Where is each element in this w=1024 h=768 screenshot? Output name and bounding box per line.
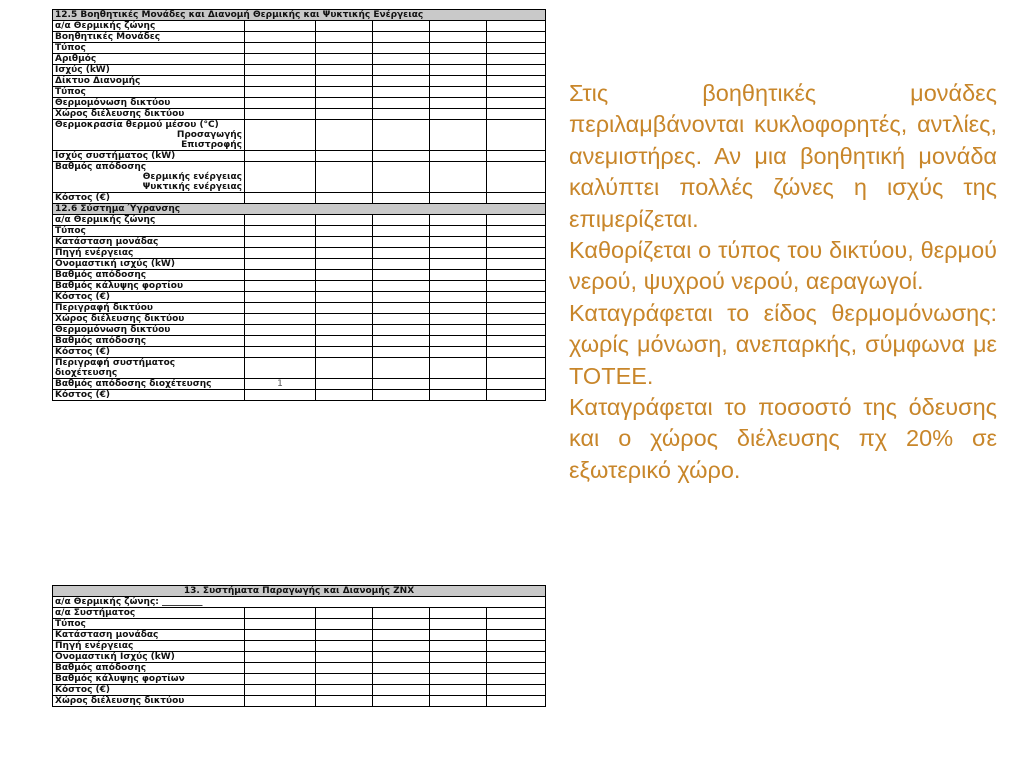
data-cell[interactable] — [245, 98, 316, 109]
data-cell[interactable] — [245, 652, 316, 663]
table-row — [53, 65, 546, 76]
data-cell[interactable] — [430, 303, 487, 314]
data-cell[interactable] — [430, 630, 487, 641]
data-cell[interactable] — [245, 21, 316, 32]
data-cell[interactable] — [316, 292, 373, 303]
heating-cooling-distribution-table — [52, 9, 546, 401]
data-cell[interactable] — [373, 303, 430, 314]
data-cell[interactable] — [245, 358, 316, 379]
data-cell[interactable] — [316, 641, 373, 652]
data-cell[interactable] — [430, 248, 487, 259]
row-label: Τύπος — [53, 87, 245, 98]
data-cell[interactable] — [245, 237, 316, 248]
table-row — [53, 608, 546, 619]
data-cell[interactable] — [245, 608, 316, 619]
row-label: Κόστος (€) — [53, 193, 245, 204]
data-cell[interactable] — [316, 98, 373, 109]
data-cell[interactable] — [316, 32, 373, 43]
data-cell[interactable] — [245, 151, 316, 162]
table-row — [53, 696, 546, 707]
data-cell[interactable] — [487, 43, 546, 54]
data-cell[interactable] — [373, 630, 430, 641]
data-cell[interactable] — [316, 630, 373, 641]
data-cell[interactable] — [316, 608, 373, 619]
data-cell[interactable] — [430, 226, 487, 237]
zone-label-row — [53, 597, 546, 608]
data-cell[interactable] — [245, 630, 316, 641]
table-row — [53, 663, 546, 674]
table-row — [53, 10, 546, 21]
table-row — [53, 685, 546, 696]
table-row — [53, 259, 546, 270]
side-paragraph: Καθορίζεται ο τύπος του δικτύου, θερμού νερού, ψυχρού νερού, αεραγωγοί. — [569, 237, 997, 295]
row-sublabel: διοχέτευσης — [55, 368, 118, 378]
table-row — [53, 215, 546, 226]
data-cell[interactable] — [316, 54, 373, 65]
row-label: Χώρος διέλευσης δικτύου — [53, 109, 245, 120]
row-sublabel: Επιστροφής — [181, 140, 242, 150]
data-cell[interactable] — [316, 619, 373, 630]
data-cell[interactable] — [487, 674, 546, 685]
data-cell[interactable] — [316, 325, 373, 336]
data-cell[interactable] — [373, 358, 430, 379]
data-cell[interactable] — [487, 663, 546, 674]
data-cell[interactable] — [373, 215, 430, 226]
data-cell[interactable] — [487, 248, 546, 259]
data-cell[interactable] — [373, 120, 430, 151]
data-cell[interactable] — [430, 109, 487, 120]
table-row — [53, 204, 546, 215]
data-cell[interactable] — [430, 193, 487, 204]
row-label: Τύπος — [53, 226, 245, 237]
row-label: Ισχύς (kW) — [53, 65, 245, 76]
data-cell[interactable] — [373, 292, 430, 303]
data-cell[interactable] — [430, 281, 487, 292]
data-cell[interactable] — [245, 336, 316, 347]
data-cell[interactable] — [373, 21, 430, 32]
section-header: 12.5 Βοηθητικές Μονάδες και Διανομή Θερμικής και Ψυκτικής Ενέργειας — [53, 10, 546, 21]
data-cell[interactable] — [316, 162, 373, 193]
table-row — [53, 162, 546, 193]
row-label: Ισχύς συστήματος (kW) — [53, 151, 245, 162]
row-label: Ονομαστική ισχύς (kW) — [53, 259, 245, 270]
data-cell[interactable] — [316, 685, 373, 696]
table-row — [53, 54, 546, 65]
row-label: Θερμομόνωση δικτύου — [53, 98, 245, 109]
row-label: Χώρος διέλευσης δικτύου — [53, 696, 245, 707]
data-cell[interactable] — [430, 390, 487, 401]
data-cell[interactable] — [373, 43, 430, 54]
row-label: Ονομαστική Ισχύς (kW) — [53, 652, 245, 663]
data-cell[interactable] — [316, 259, 373, 270]
row-label: Χώρος διέλευσης δικτύου — [53, 314, 245, 325]
data-cell[interactable] — [245, 619, 316, 630]
data-cell[interactable] — [245, 390, 316, 401]
data-cell[interactable] — [373, 336, 430, 347]
data-cell[interactable] — [487, 292, 546, 303]
data-cell[interactable] — [487, 685, 546, 696]
table-row — [53, 281, 546, 292]
data-cell[interactable] — [430, 21, 487, 32]
data-cell[interactable] — [245, 226, 316, 237]
data-cell[interactable] — [487, 226, 546, 237]
data-cell[interactable] — [245, 685, 316, 696]
data-cell[interactable] — [316, 270, 373, 281]
table-row — [53, 32, 546, 43]
data-cell[interactable] — [373, 685, 430, 696]
data-cell[interactable] — [373, 76, 430, 87]
data-cell[interactable] — [430, 54, 487, 65]
data-cell[interactable] — [316, 314, 373, 325]
data-cell[interactable] — [373, 65, 430, 76]
data-cell[interactable] — [487, 347, 546, 358]
data-cell[interactable] — [373, 270, 430, 281]
table-row — [53, 237, 546, 248]
data-cell[interactable] — [487, 120, 546, 151]
data-cell[interactable] — [430, 314, 487, 325]
data-cell[interactable] — [316, 281, 373, 292]
data-cell[interactable] — [316, 237, 373, 248]
data-cell[interactable] — [316, 347, 373, 358]
data-cell[interactable] — [373, 325, 430, 336]
data-cell[interactable] — [487, 87, 546, 98]
table-row — [53, 630, 546, 641]
data-cell[interactable] — [487, 151, 546, 162]
table-row — [53, 76, 546, 87]
data-cell[interactable] — [245, 292, 316, 303]
table-row — [53, 87, 546, 98]
row-label: Πηγή ενέργειας — [53, 248, 245, 259]
table-row — [53, 652, 546, 663]
table-row — [53, 390, 546, 401]
data-cell[interactable] — [430, 325, 487, 336]
row-label: Αριθμός — [53, 54, 245, 65]
data-cell[interactable] — [487, 193, 546, 204]
data-cell[interactable] — [430, 358, 487, 379]
row-label: Βοηθητικές Μονάδες — [53, 32, 245, 43]
table-row — [53, 619, 546, 630]
data-cell[interactable] — [430, 347, 487, 358]
data-cell[interactable] — [487, 215, 546, 226]
row-label — [53, 162, 245, 193]
data-cell[interactable] — [316, 21, 373, 32]
data-cell[interactable] — [373, 674, 430, 685]
data-cell[interactable] — [487, 336, 546, 347]
data-cell[interactable] — [430, 292, 487, 303]
row-label: Βαθμός απόδοσης — [53, 270, 245, 281]
table-row — [53, 21, 546, 32]
table-row — [53, 336, 546, 347]
row-label: Περιγραφή δικτύου — [53, 303, 245, 314]
data-cell[interactable] — [316, 379, 373, 390]
data-cell[interactable] — [373, 248, 430, 259]
table-row — [53, 379, 546, 390]
data-cell[interactable] — [487, 259, 546, 270]
data-cell[interactable] — [487, 109, 546, 120]
row-label: α/α Θερμικής ζώνης — [53, 215, 245, 226]
data-cell[interactable] — [245, 43, 316, 54]
data-cell[interactable] — [487, 54, 546, 65]
data-cell[interactable] — [487, 390, 546, 401]
data-cell[interactable] — [316, 65, 373, 76]
data-cell[interactable] — [316, 215, 373, 226]
row-label: Βαθμός απόδοσης διοχέτευσης — [53, 379, 245, 390]
data-cell[interactable] — [487, 314, 546, 325]
row-sublabel: Θερμικής ενέργειας — [142, 172, 242, 182]
table-row — [53, 641, 546, 652]
data-cell[interactable] — [373, 641, 430, 652]
row-label — [53, 120, 245, 151]
data-cell[interactable] — [373, 32, 430, 43]
data-cell[interactable] — [316, 336, 373, 347]
table-row — [53, 226, 546, 237]
data-cell[interactable] — [487, 237, 546, 248]
data-cell[interactable] — [430, 98, 487, 109]
data-cell[interactable] — [430, 619, 487, 630]
row-label: α/α Συστήματος — [53, 608, 245, 619]
row-label: Κόστος (€) — [53, 347, 245, 358]
data-cell[interactable] — [245, 347, 316, 358]
data-cell[interactable] — [245, 314, 316, 325]
table-row — [53, 98, 546, 109]
row-label-text: Περιγραφή συστήματος — [55, 358, 176, 368]
data-cell[interactable] — [245, 248, 316, 259]
data-cell[interactable] — [430, 379, 487, 390]
data-cell[interactable] — [487, 379, 546, 390]
table-row — [53, 674, 546, 685]
data-cell[interactable] — [245, 87, 316, 98]
row-label: Βαθμός κάλυψης φορτίων — [53, 674, 245, 685]
data-cell[interactable] — [316, 76, 373, 87]
table-row — [53, 292, 546, 303]
data-cell[interactable] — [316, 151, 373, 162]
data-cell[interactable] — [316, 193, 373, 204]
row-label: Βαθμός απόδοσης — [53, 336, 245, 347]
row-label-text: Θερμοκρασία θερμού μέσου (°C) — [55, 120, 219, 130]
data-cell[interactable] — [487, 76, 546, 87]
table-row — [53, 270, 546, 281]
data-cell[interactable] — [245, 76, 316, 87]
table-title-row — [53, 586, 546, 597]
data-cell[interactable] — [487, 696, 546, 707]
row-label: α/α Θερμικής ζώνης — [53, 21, 245, 32]
data-cell[interactable] — [430, 259, 487, 270]
table-row — [53, 325, 546, 336]
row-label-text: Βαθμός απόδοσης — [55, 162, 147, 172]
table-row — [53, 109, 546, 120]
row-label: Πηγή ενέργειας — [53, 641, 245, 652]
table-row — [53, 248, 546, 259]
data-cell[interactable] — [373, 87, 430, 98]
data-cell[interactable] — [487, 65, 546, 76]
data-cell[interactable] — [245, 270, 316, 281]
data-cell[interactable] — [430, 336, 487, 347]
data-cell[interactable] — [316, 226, 373, 237]
data-cell[interactable] — [430, 237, 487, 248]
table-row — [53, 120, 546, 151]
data-cell[interactable] — [245, 325, 316, 336]
data-cell[interactable] — [430, 87, 487, 98]
row-label: Κατάσταση μονάδας — [53, 630, 245, 641]
data-cell[interactable] — [245, 162, 316, 193]
data-cell[interactable] — [430, 215, 487, 226]
table-row — [53, 314, 546, 325]
data-cell[interactable] — [245, 215, 316, 226]
row-label: Κόστος (€) — [53, 685, 245, 696]
data-cell[interactable] — [430, 696, 487, 707]
side-paragraph: Καταγράφεται το ποσοστό της όδευσης και ο χώρος διέλευσης πχ 20% σε εξωτερικό χώρο. — [569, 394, 997, 483]
data-cell[interactable] — [373, 281, 430, 292]
data-cell[interactable] — [316, 390, 373, 401]
data-cell[interactable] — [316, 696, 373, 707]
row-sublabel: Ψυκτικής ενέργειας — [142, 182, 242, 192]
data-cell[interactable] — [373, 259, 430, 270]
data-cell[interactable] — [487, 162, 546, 193]
table-row — [53, 358, 546, 379]
data-cell[interactable] — [373, 652, 430, 663]
table-row — [53, 347, 546, 358]
data-cell[interactable] — [373, 663, 430, 674]
data-cell[interactable] — [245, 641, 316, 652]
data-cell[interactable] — [373, 226, 430, 237]
side-paragraph: Στις βοηθητικές μονάδες περιλαμβάνονται κυκλοφορητές, αντλίες, ανεμιστήρες. Αν μια βοηθητική μονάδα καλύπτει πολλές ζώνες η ισχύς της επιμερίζεται. — [569, 80, 997, 232]
data-cell[interactable] — [373, 98, 430, 109]
table-row — [53, 43, 546, 54]
data-cell[interactable] — [245, 663, 316, 674]
data-cell[interactable] — [487, 652, 546, 663]
data-cell[interactable] — [487, 21, 546, 32]
data-cell[interactable] — [373, 608, 430, 619]
data-cell[interactable] — [373, 237, 430, 248]
data-cell[interactable] — [487, 358, 546, 379]
data-cell[interactable] — [245, 109, 316, 120]
data-cell[interactable] — [487, 619, 546, 630]
dhw-systems-table — [52, 585, 546, 707]
data-cell[interactable] — [430, 76, 487, 87]
table-row — [53, 193, 546, 204]
data-cell[interactable] — [245, 65, 316, 76]
data-cell[interactable] — [245, 303, 316, 314]
row-label: Θερμομόνωση δικτύου — [53, 325, 245, 336]
side-explanation-text — [569, 78, 997, 486]
data-cell[interactable] — [487, 270, 546, 281]
data-cell[interactable] — [316, 43, 373, 54]
data-cell[interactable] — [430, 43, 487, 54]
data-cell[interactable] — [316, 120, 373, 151]
data-cell[interactable] — [373, 54, 430, 65]
data-cell[interactable] — [487, 608, 546, 619]
row-label: Κόστος (€) — [53, 292, 245, 303]
row-label: Τύπος — [53, 619, 245, 630]
data-cell[interactable] — [487, 281, 546, 292]
data-cell[interactable] — [316, 87, 373, 98]
dhw-table-title: 13. Συστήματα Παραγωγής και Διανομής ΖΝΧ — [53, 586, 546, 597]
data-cell[interactable] — [373, 162, 430, 193]
data-cell[interactable] — [430, 162, 487, 193]
data-cell[interactable] — [245, 696, 316, 707]
data-cell[interactable] — [487, 641, 546, 652]
data-cell[interactable] — [487, 325, 546, 336]
data-cell[interactable] — [245, 120, 316, 151]
side-paragraph: Καταγράφεται το είδος θερμομόνωσης: χωρίς μόνωση, ανεπαρκής, σύμφωνα με ΤΟΤΕΕ. — [569, 299, 997, 389]
data-cell[interactable] — [487, 630, 546, 641]
data-cell[interactable] — [430, 32, 487, 43]
row-label: Κατάσταση μονάδας — [53, 237, 245, 248]
data-cell[interactable] — [316, 358, 373, 379]
data-cell-value[interactable]: 1 — [245, 379, 316, 390]
row-label: Κόστος (€) — [53, 390, 245, 401]
section-header: 12.6 Σύστημα Ύγρανσης — [53, 204, 546, 215]
data-cell[interactable] — [430, 685, 487, 696]
row-sublabel: Προσαγωγής — [176, 130, 242, 140]
data-cell[interactable] — [245, 193, 316, 204]
data-cell[interactable] — [430, 663, 487, 674]
data-cell[interactable] — [373, 109, 430, 120]
data-cell[interactable] — [430, 151, 487, 162]
data-cell[interactable] — [430, 641, 487, 652]
data-cell[interactable] — [373, 314, 430, 325]
table-row — [53, 151, 546, 162]
data-cell[interactable] — [245, 674, 316, 685]
row-label: Βαθμός κάλυψης φορτίου — [53, 281, 245, 292]
data-cell[interactable] — [373, 193, 430, 204]
data-cell[interactable] — [316, 303, 373, 314]
data-cell[interactable] — [316, 663, 373, 674]
table-row — [53, 303, 546, 314]
data-cell[interactable] — [430, 120, 487, 151]
data-cell[interactable] — [316, 248, 373, 259]
data-cell[interactable] — [430, 65, 487, 76]
data-cell[interactable] — [245, 32, 316, 43]
data-cell[interactable] — [245, 54, 316, 65]
data-cell[interactable] — [245, 259, 316, 270]
data-cell[interactable] — [316, 652, 373, 663]
row-label: Δίκτυο Διανομής — [53, 76, 245, 87]
data-cell[interactable] — [373, 151, 430, 162]
row-label: Βαθμός απόδοσης — [53, 663, 245, 674]
row-label — [53, 358, 245, 379]
data-cell[interactable] — [245, 281, 316, 292]
data-cell[interactable] — [430, 652, 487, 663]
data-cell[interactable] — [430, 270, 487, 281]
row-label: Τύπος — [53, 43, 245, 54]
data-cell[interactable] — [430, 608, 487, 619]
data-cell[interactable] — [430, 674, 487, 685]
data-cell[interactable] — [373, 347, 430, 358]
data-cell[interactable] — [373, 619, 430, 630]
data-cell[interactable] — [316, 674, 373, 685]
data-cell[interactable] — [316, 109, 373, 120]
dhw-zone-label: α/α Θερμικής ζώνης: _________ — [53, 597, 546, 608]
data-cell[interactable] — [487, 32, 546, 43]
data-cell[interactable] — [373, 696, 430, 707]
data-cell[interactable] — [487, 303, 546, 314]
data-cell[interactable] — [487, 98, 546, 109]
data-cell[interactable] — [373, 379, 430, 390]
data-cell[interactable] — [373, 390, 430, 401]
